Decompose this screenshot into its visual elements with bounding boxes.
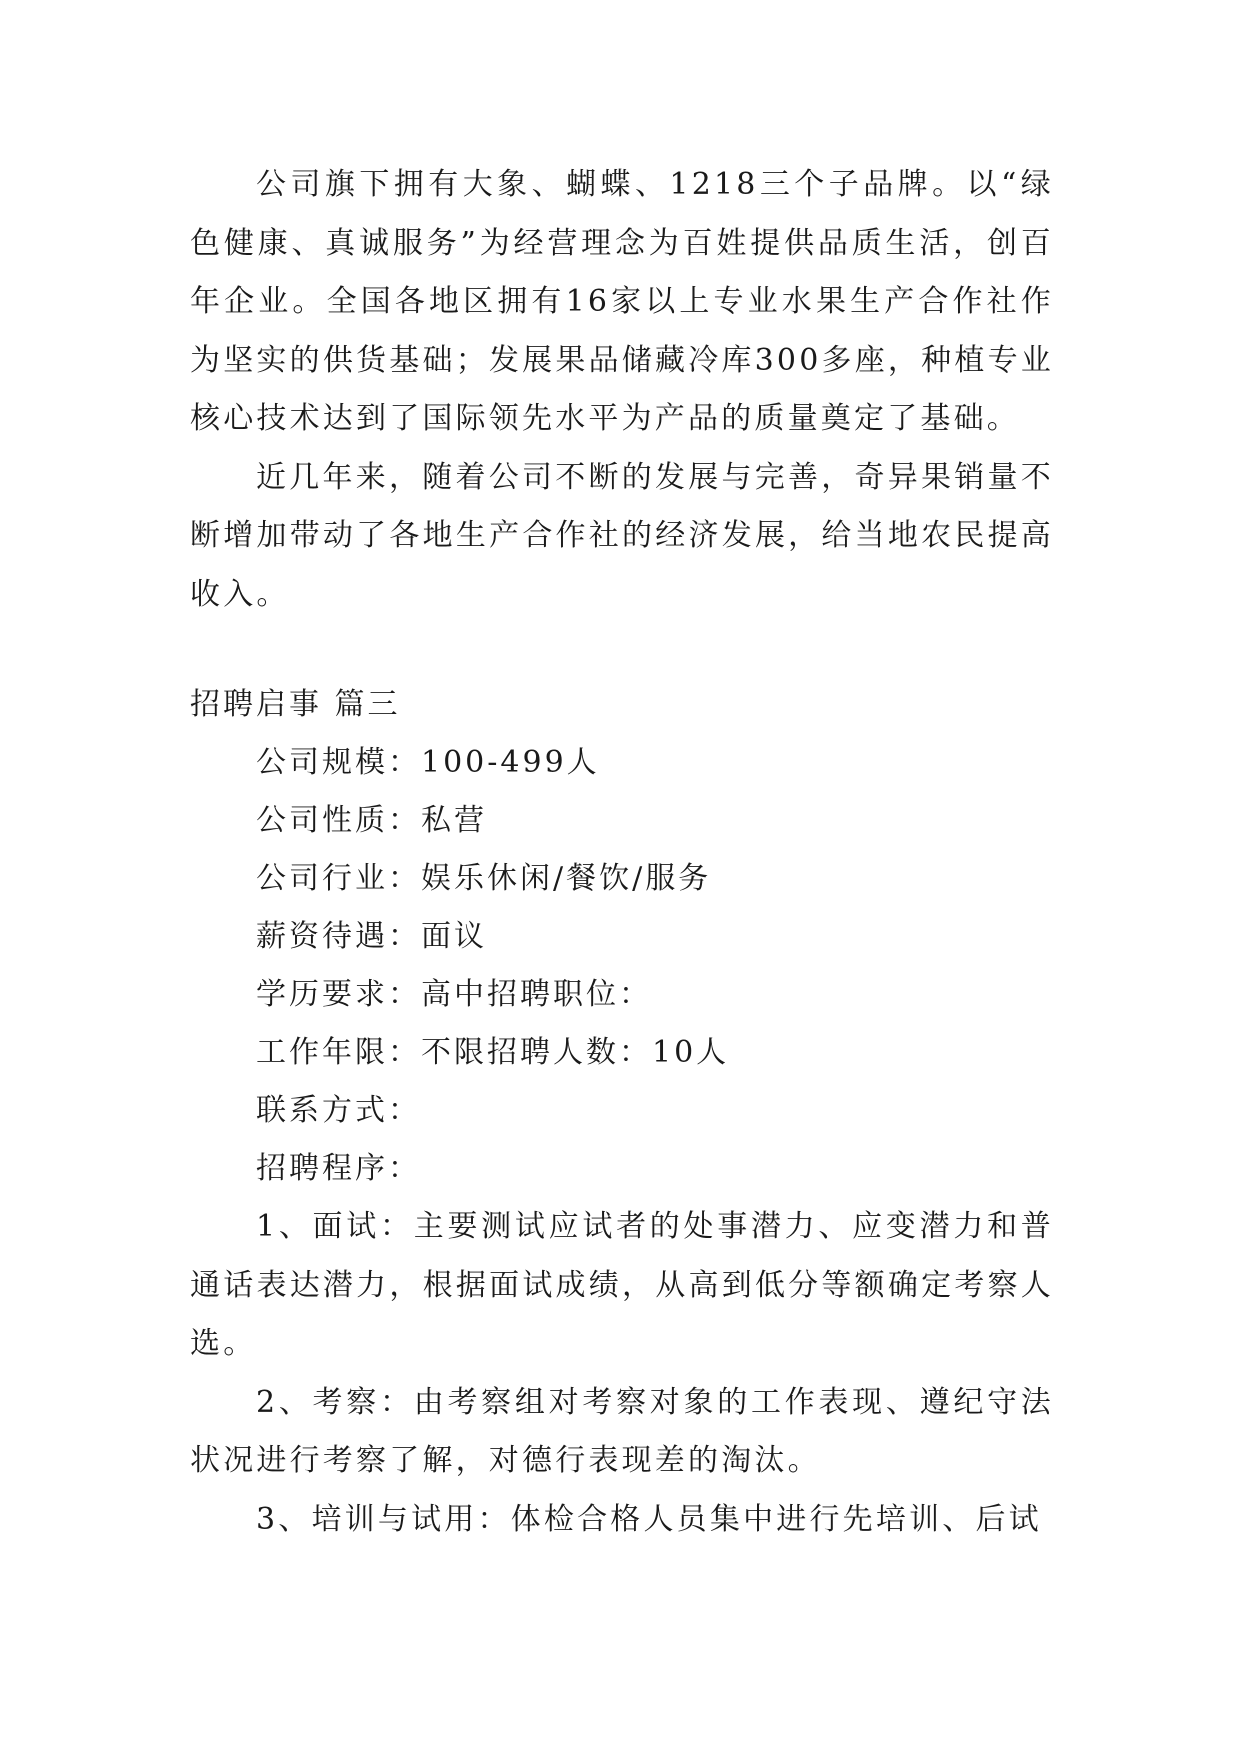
document-page xyxy=(190,156,1054,1549)
procedure-field: 招聘程序： xyxy=(256,1151,421,1186)
salary-field: 薪资待遇：面议 xyxy=(256,919,487,954)
contact-field: 联系方式： xyxy=(256,1093,421,1128)
company-size-field: 公司规模：100-499人 xyxy=(256,745,600,780)
recruitment-steps xyxy=(190,1198,1054,1549)
company-industry-field: 公司行业：娱乐休闲/餐饮/服务 xyxy=(256,861,712,896)
intro-paragraph: 公司旗下拥有大象、蝴蝶、1218三个子品牌。以“绿色健康、真诚服务”为经营理念为百姓提供品质生活，创百年企业。全国各地区拥有16家以上专业水果生产合作社作为坚实的供货基础；发展果品储藏冷库300多座，种植专业核心技术达到了国际领先水平为产品的质量奠定了基础。 xyxy=(190,167,1054,436)
company-type-field: 公司性质：私营 xyxy=(256,803,487,838)
education-field: 学历要求：高中招聘职位： xyxy=(256,977,652,1012)
section-heading: 招聘启事 篇三 xyxy=(190,687,401,722)
intro-paragraph: 近几年来，随着公司不断的发展与完善，奇异果销量不断增加带动了各地生产合作社的经济发展，给当地农民提高收入。 xyxy=(190,459,1054,612)
step-assessment: 2、考察：由考察组对考察对象的工作表现、遵纪守法状况进行考察了解，对德行表现差的淘汰。 xyxy=(190,1384,1054,1478)
step-training: 3、培训与试用：体检合格人员集中进行先培训、后试 xyxy=(256,1501,1042,1537)
experience-field: 工作年限：不限招聘人数：10人 xyxy=(256,1035,730,1070)
company-info-list xyxy=(190,734,1054,1198)
step-interview: 1、面试：主要测试应试者的处事潜力、应变潜力和普通话表达潜力，根据面试成绩，从高到低分等额确定考察人选。 xyxy=(190,1209,1054,1361)
